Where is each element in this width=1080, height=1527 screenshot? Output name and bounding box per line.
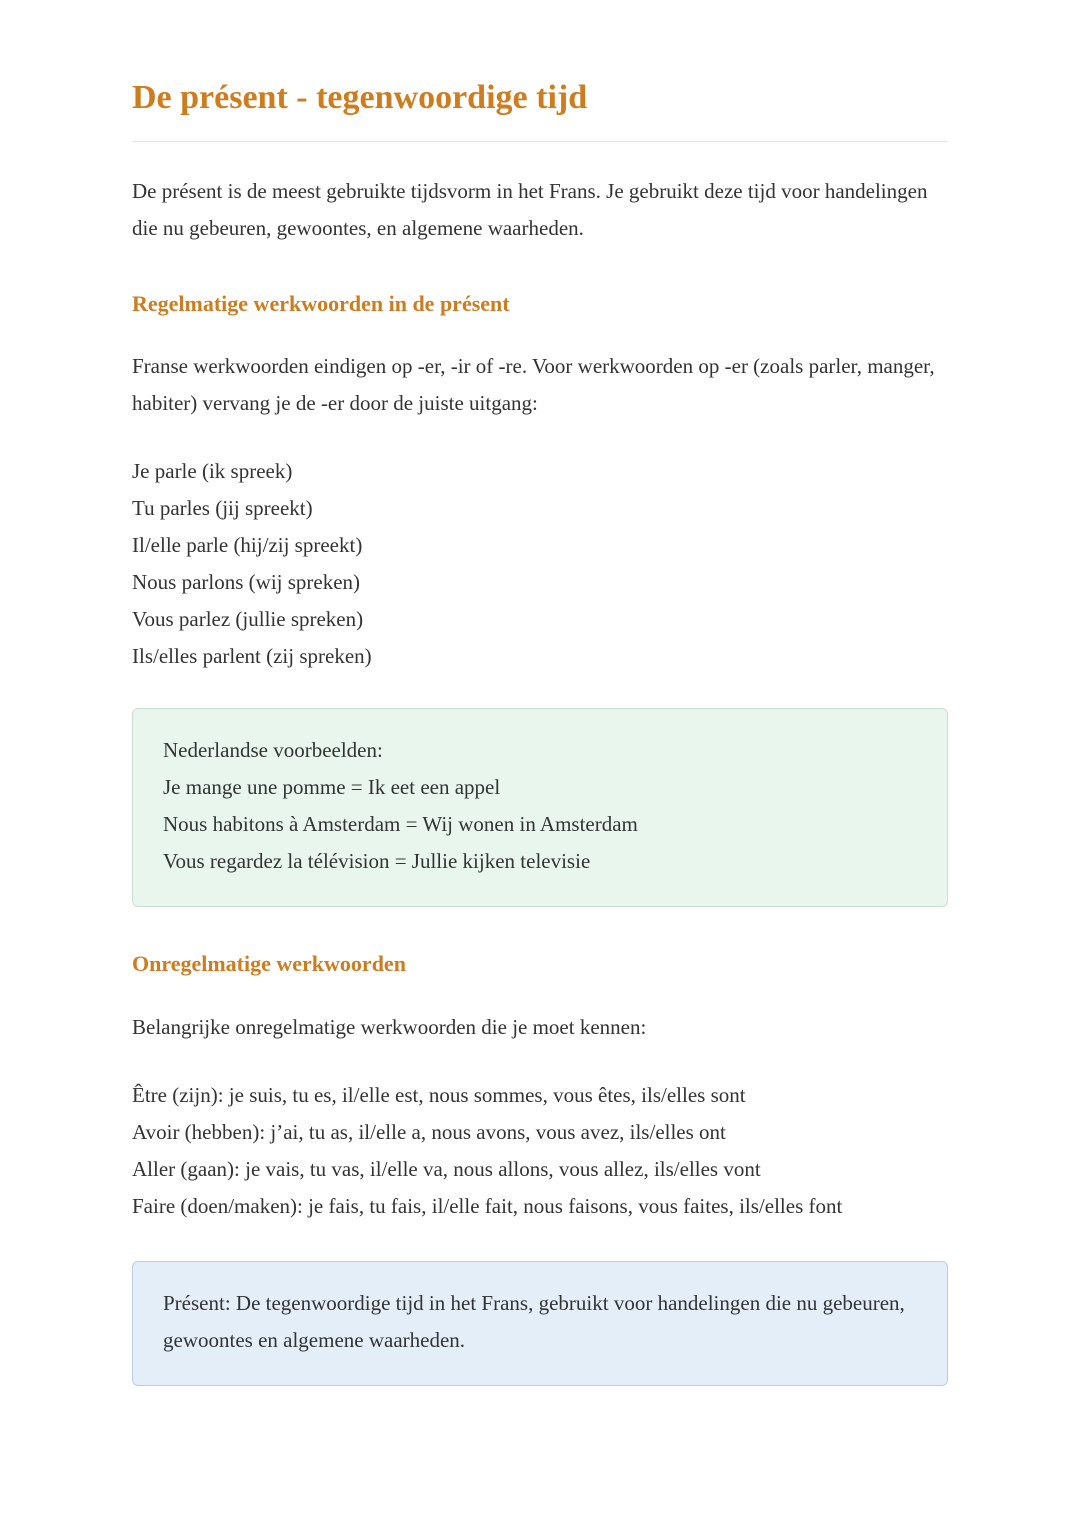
conjugation-line: Ils/elles parlent (zij spreken): [132, 644, 372, 669]
irregular-verb-line: Faire (doen/maken): je fais, tu fais, il/elle fait, nous faisons, vous faites, ils/elles font: [132, 1193, 843, 1218]
example-line: Vous regardez la télévision = Jullie kijken televisie: [163, 849, 591, 874]
conjugation-list: [132, 453, 948, 675]
conjugation-line: Il/elle parle (hij/zij spreekt): [132, 533, 363, 558]
intro-paragraph: De présent is de meest gebruikte tijdsvorm in het Frans. Je gebruikt deze tijd voor handelingen die nu gebeuren, gewoontes, en algemene waarheden.: [132, 178, 928, 240]
conjugation-line: Nous parlons (wij spreken): [132, 570, 361, 595]
conjugation-line: Vous parlez (jullie spreken): [132, 607, 364, 632]
conjugation-line: Tu parles (jij spreekt): [132, 496, 313, 521]
example-line: Je mange une pomme = Ik eet een appel: [163, 775, 501, 800]
section-heading-regular-verbs: Regelmatige werkwoorden in de présent: [132, 290, 510, 316]
irregular-verb-line: Être (zijn): je suis, tu es, il/elle est, nous sommes, vous êtes, ils/elles sont: [132, 1082, 746, 1107]
examples-callout: [132, 708, 948, 907]
document-page: [132, 0, 948, 1386]
irregular-verb-line: Aller (gaan): je vais, tu vas, il/elle va, nous allons, vous allez, ils/elles vont: [132, 1156, 761, 1181]
definition-callout: [132, 1261, 948, 1386]
examples-callout-title: Nederlandse voorbeelden:: [163, 738, 383, 763]
example-line: Nous habitons à Amsterdam = Wij wonen in Amsterdam: [163, 812, 638, 837]
conjugation-line: Je parle (ik spreek): [132, 459, 293, 484]
irregular-verb-line: Avoir (hebben): j’ai, tu as, il/elle a, nous avons, vous avez, ils/elles ont: [132, 1119, 726, 1144]
page-title: De présent - tegenwoordige tijd: [132, 79, 588, 116]
definition-text: Présent: De tegenwoordige tijd in het Frans, gebruikt voor handelingen die nu gebeuren, gewoontes en algemene waarheden.: [163, 1290, 905, 1352]
regular-verbs-intro-paragraph: Franse werkwoorden eindigen op -er, -ir of -re. Voor werkwoorden op -er (zoals parler, manger, habiter) vervang je de -er door de juiste uitgang:: [132, 354, 935, 416]
title-divider: [132, 141, 948, 142]
irregular-verb-list: [132, 1077, 948, 1225]
irregular-verbs-intro-paragraph: Belangrijke onregelmatige werkwoorden die je moet kennen:: [132, 1014, 647, 1039]
section-heading-irregular-verbs: Onregelmatige werkwoorden: [132, 951, 406, 977]
